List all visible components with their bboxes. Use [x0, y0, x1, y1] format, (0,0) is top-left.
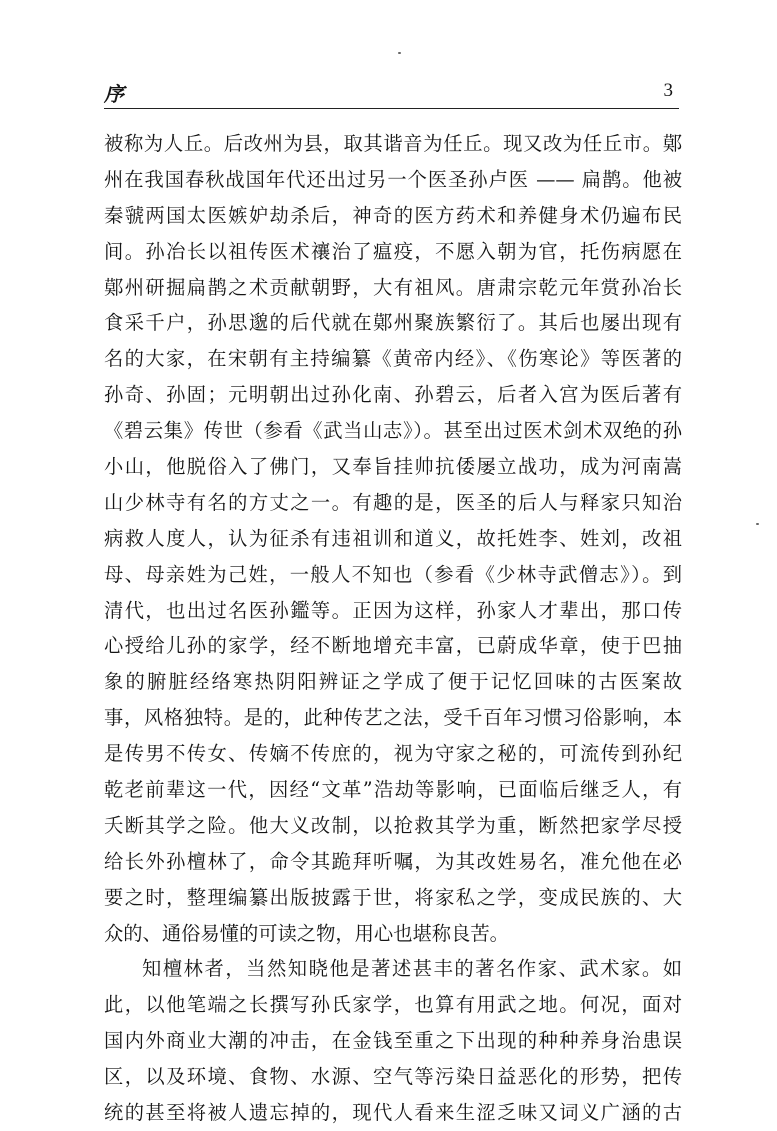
running-header — [104, 78, 679, 108]
scan-speck — [756, 523, 759, 525]
paragraph-start-line: 知檀林者，当然知晓他是著述甚丰的著名作家、武术家。如 — [142, 957, 682, 981]
text-line: 给长外孙檀林了，命令其跪拜听嘱，为其改姓易名，准允他在必 — [104, 849, 682, 873]
text-line: 象的腑脏经络寒热阴阳辨证之学成了便于记忆回味的古医案故 — [104, 670, 682, 694]
text-line: 夭断其学之险。他大义改制，以抢救其学为重，断然把家学尽授 — [104, 813, 682, 837]
text-line: 统的甚至将被人遗忘掉的，现代人看来生涩乏味又词义广涵的古 — [104, 1101, 682, 1125]
text-line: 间。孙冶长以祖传医术禳治了瘟疫，不愿入朝为官，托伤病愿在 — [104, 239, 682, 263]
text-line: 要之时，整理编纂出版披露于世，将家私之学，变成民族的、大 — [104, 885, 682, 909]
text-line: 小山，他脱俗入了佛门，又奉旨挂帅抗倭屡立战功，成为河南嵩 — [104, 455, 682, 479]
text-line: 病救人度人，认为征杀有违祖训和道义，故托姓李、姓刘，改祖 — [104, 526, 682, 550]
body-text — [104, 126, 682, 1131]
text-line: 名的大家，在宋朝有主持编纂《黄帝内经》、《伤寒论》等医著的 — [104, 347, 682, 371]
scan-speck — [398, 52, 401, 54]
text-line: 区，以及环境、食物、水源、空气等污染日益恶化的形势，把传 — [104, 1065, 682, 1089]
header-rule — [104, 108, 679, 109]
text-line: 食采千户，孙思邈的后代就在鄚州聚族繁衍了。其后也屡出现有 — [104, 311, 682, 335]
text-line: 国内外商业大潮的冲击，在金钱至重之下出现的种种养身治患误 — [104, 1029, 682, 1053]
text-line: 此，以他笔端之长撰写孙氏家学，也算有用武之地。何况，面对 — [104, 993, 682, 1017]
text-line: 《碧云集》传世（参看《武当山志》）。甚至出过医术剑术双绝的孙 — [104, 419, 682, 443]
header-title: 序 — [104, 82, 125, 106]
text-line: 山少林寺有名的方丈之一。有趣的是，医圣的后人与释家只知治 — [104, 490, 682, 514]
text-line: 孙奇、孙固；元明朝出过孙化南、孙碧云，后者入宫为医后著有 — [104, 383, 682, 407]
text-line: 事，风格独特。是的，此种传艺之法，受千百年习惯习俗影响，本 — [104, 706, 682, 730]
text-line: 州在我国春秋战国年代还出过另一个医圣孙卢医 —— 扁鹊。他被 — [104, 167, 682, 191]
paragraph-end-line: 众的、通俗易懂的可读之物，用心也堪称良苦。 — [104, 921, 509, 945]
page-number: 3 — [663, 80, 673, 101]
text-line: 被称为人丘。后改州为县，取其谐音为任丘。现又改为任丘市。鄚 — [104, 132, 682, 155]
text-line: 秦虢两国太医嫉妒劫杀后，神奇的医方药术和养健身术仍遍布民 — [104, 203, 682, 227]
text-line: 母、母亲姓为己姓，一般人不知也（参看《少林寺武僧志》）。到 — [104, 562, 682, 586]
text-line: 是传男不传女、传嫡不传庶的，视为守家之秘的，可流传到孙纪 — [104, 742, 682, 766]
text-line: 心授给儿孙的家学，经不断地增充丰富，已蔚成华章，使于巴抽 — [104, 634, 682, 658]
text-line: 乾老前辈这一代，因经“文革”浩劫等影响，已面临后继乏人，有 — [104, 778, 682, 802]
text-line: 清代，也出过名医孙鑑等。正因为这样，孙家人才辈出，那口传 — [104, 598, 682, 622]
text-line: 鄚州研掘扁鹊之术贡献朝野，大有祖风。唐肃宗乾元年赏孙冶长 — [104, 275, 682, 299]
